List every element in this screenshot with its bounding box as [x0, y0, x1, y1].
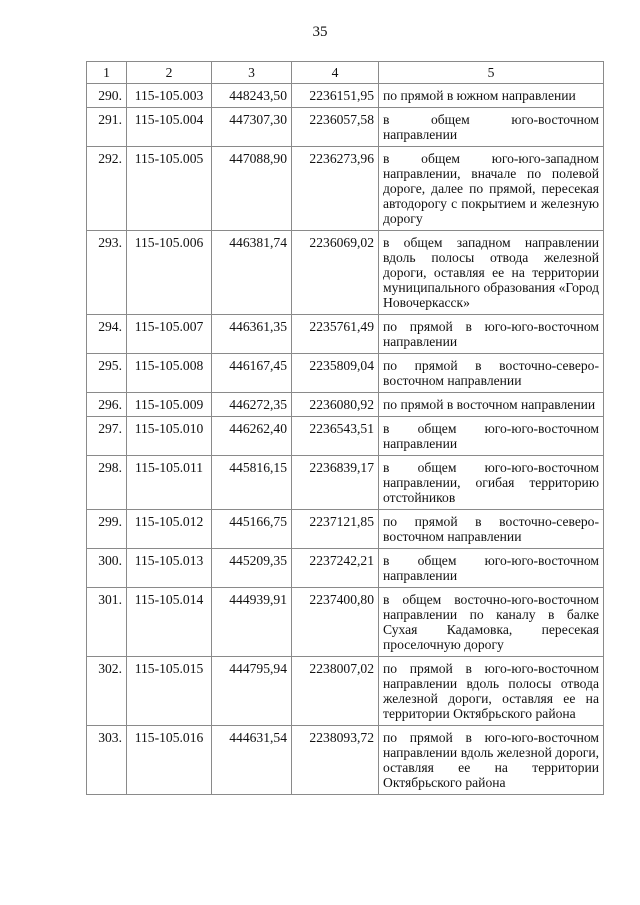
page-number: 35	[312, 24, 328, 40]
point-code-cell: 115-105.013	[127, 549, 212, 588]
description-cell: в общем юго-юго-восточном направлении	[379, 549, 604, 588]
table-row	[87, 84, 604, 108]
point-number-cell: 295.	[87, 354, 127, 393]
description-cell: в общем юго-юго-западном направлении, вначале по полевой дороге, далее по прямой, пересекая автодорогу с покрытием и железную дорогу	[379, 147, 604, 231]
point-code-cell: 115-105.015	[127, 657, 212, 726]
point-code-cell: 115-105.009	[127, 393, 212, 417]
y-coordinate-cell: 2236543,51	[292, 417, 379, 456]
x-coordinate-cell: 445166,75	[212, 510, 292, 549]
description-cell: по прямой в восточно-северо-восточном направлении	[379, 510, 604, 549]
description-cell: в общем юго-юго-восточном направлении, огибая территорию отстойников	[379, 456, 604, 510]
point-number-cell: 296.	[87, 393, 127, 417]
y-coordinate-cell: 2236273,96	[292, 147, 379, 231]
y-coordinate-cell: 2237242,21	[292, 549, 379, 588]
table-row	[87, 456, 604, 510]
point-code-cell: 115-105.011	[127, 456, 212, 510]
description-cell: в общем юго-восточном направлении	[379, 108, 604, 147]
y-coordinate-cell: 2237400,80	[292, 588, 379, 657]
y-coordinate-cell: 2236057,58	[292, 108, 379, 147]
table-row	[87, 231, 604, 315]
table-row	[87, 108, 604, 147]
x-coordinate-cell: 445209,35	[212, 549, 292, 588]
y-coordinate-cell: 2238093,72	[292, 726, 379, 795]
x-coordinate-cell: 448243,50	[212, 84, 292, 108]
column-header: 1	[87, 62, 127, 84]
point-code-cell: 115-105.003	[127, 84, 212, 108]
table-row	[87, 510, 604, 549]
y-coordinate-cell: 2236069,02	[292, 231, 379, 315]
x-coordinate-cell: 444631,54	[212, 726, 292, 795]
x-coordinate-cell: 446167,45	[212, 354, 292, 393]
x-coordinate-cell: 444939,91	[212, 588, 292, 657]
table-row	[87, 393, 604, 417]
point-number-cell: 293.	[87, 231, 127, 315]
x-coordinate-cell: 444795,94	[212, 657, 292, 726]
y-coordinate-cell: 2237121,85	[292, 510, 379, 549]
x-coordinate-cell: 446272,35	[212, 393, 292, 417]
boundary-points-table	[86, 61, 604, 795]
point-number-cell: 291.	[87, 108, 127, 147]
point-number-cell: 300.	[87, 549, 127, 588]
description-cell: по прямой в восточно-северо-восточном направлении	[379, 354, 604, 393]
column-header: 5	[379, 62, 604, 84]
description-cell: по прямой в южном направлении	[379, 84, 604, 108]
point-code-cell: 115-105.012	[127, 510, 212, 549]
point-number-cell: 298.	[87, 456, 127, 510]
point-number-cell: 303.	[87, 726, 127, 795]
table-row	[87, 417, 604, 456]
x-coordinate-cell: 446361,35	[212, 315, 292, 354]
point-code-cell: 115-105.014	[127, 588, 212, 657]
x-coordinate-cell: 446381,74	[212, 231, 292, 315]
y-coordinate-cell: 2236080,92	[292, 393, 379, 417]
x-coordinate-cell: 446262,40	[212, 417, 292, 456]
point-number-cell: 292.	[87, 147, 127, 231]
table-row	[87, 657, 604, 726]
y-coordinate-cell: 2235761,49	[292, 315, 379, 354]
table-row	[87, 315, 604, 354]
description-cell: по прямой в восточном направлении	[379, 393, 604, 417]
table-header-row	[87, 62, 604, 84]
y-coordinate-cell: 2235809,04	[292, 354, 379, 393]
table-row	[87, 549, 604, 588]
point-number-cell: 301.	[87, 588, 127, 657]
point-number-cell: 294.	[87, 315, 127, 354]
table-row	[87, 147, 604, 231]
point-number-cell: 299.	[87, 510, 127, 549]
x-coordinate-cell: 447307,30	[212, 108, 292, 147]
point-code-cell: 115-105.008	[127, 354, 212, 393]
description-cell: в общем восточно-юго-восточном направлении по каналу в балке Сухая Кадамовка, пересекая проселочную дорогу	[379, 588, 604, 657]
point-number-cell: 297.	[87, 417, 127, 456]
point-number-cell: 290.	[87, 84, 127, 108]
y-coordinate-cell: 2236151,95	[292, 84, 379, 108]
point-code-cell: 115-105.010	[127, 417, 212, 456]
table-row	[87, 354, 604, 393]
description-cell: по прямой в юго-юго-восточном направлении вдоль железной дороги, оставляя ее на территории Октябрьского района	[379, 726, 604, 795]
table-row	[87, 726, 604, 795]
y-coordinate-cell: 2238007,02	[292, 657, 379, 726]
y-coordinate-cell: 2236839,17	[292, 456, 379, 510]
description-cell: в общем западном направлении вдоль полосы отвода железной дороги, оставляя ее на территории муниципального образования «Город Новочеркасск»	[379, 231, 604, 315]
column-header: 2	[127, 62, 212, 84]
point-code-cell: 115-105.007	[127, 315, 212, 354]
x-coordinate-cell: 445816,15	[212, 456, 292, 510]
point-code-cell: 115-105.005	[127, 147, 212, 231]
point-number-cell: 302.	[87, 657, 127, 726]
column-header: 3	[212, 62, 292, 84]
point-code-cell: 115-105.006	[127, 231, 212, 315]
column-header: 4	[292, 62, 379, 84]
point-code-cell: 115-105.004	[127, 108, 212, 147]
description-cell: по прямой в юго-юго-восточном направлении вдоль полосы отвода железной дороги, оставляя ее на территории Октябрьского района	[379, 657, 604, 726]
point-code-cell: 115-105.016	[127, 726, 212, 795]
x-coordinate-cell: 447088,90	[212, 147, 292, 231]
table-row	[87, 588, 604, 657]
description-cell: в общем юго-юго-восточном направлении	[379, 417, 604, 456]
description-cell: по прямой в юго-юго-восточном направлении	[379, 315, 604, 354]
